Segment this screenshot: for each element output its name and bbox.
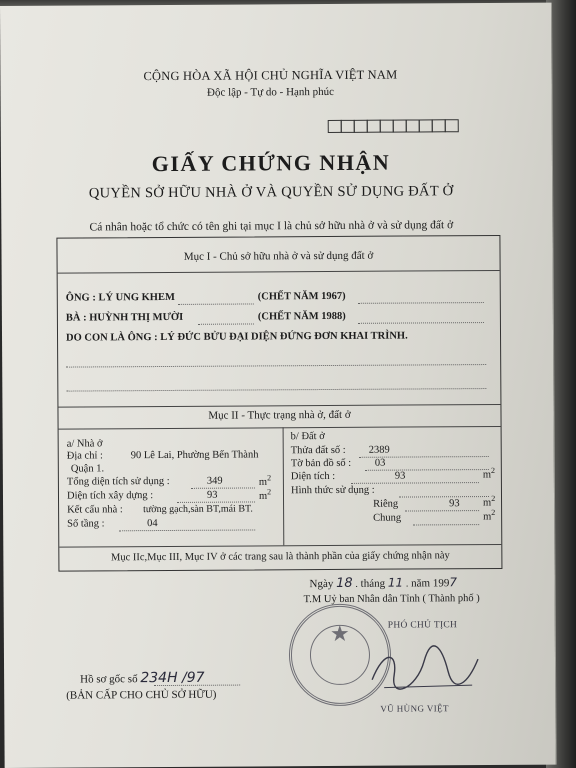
owner1-prefix: ÔNG : [65,292,96,304]
floors-label: Số tầng : [67,518,105,530]
motto: Độc lập - Tự do - Hạnh phúc [206,85,335,99]
total-area-label: Tổng diện tích sử dụng : [66,475,170,488]
dossier-label: Hồ sơ gốc số [80,673,138,686]
floors-dotted-line [119,529,255,531]
build-area-label: Diện tích xây dựng : [66,490,154,502]
blank-line-2 [66,388,486,392]
section2-divider [59,426,501,430]
private-value: 93 [449,498,460,510]
shared-label: Chung [373,512,402,524]
build-area-unit: $m^2$ [258,487,272,502]
land-area-dotted-line [351,482,479,484]
document-subtitle: QUYỀN SỞ HỮU NHÀ Ở VÀ QUYỀN SỬ DỤNG ĐẤT Ở [88,183,454,202]
seal-star-icon: ★ [329,620,350,646]
house-label: a/ Nhà ở [66,438,103,450]
owner1-dotted-line [178,303,254,304]
dossier-value: 234H /97 [140,669,205,687]
parcel-label: Thửa đất số : [290,444,346,457]
blank-line-1 [66,364,486,368]
private-label: Riêng [373,498,399,510]
country-header: CỘNG HÒA XÃ HỘI CHỦ NGHĨA VIỆT NAM [143,67,398,84]
owner2-note-dotted-line [358,322,484,324]
total-area-dotted-line [191,487,255,488]
section2-column-divider [283,427,285,545]
owner1-note: (CHẾT NĂM 1967) [257,290,346,303]
owner2-prefix: BÀ : [65,312,87,324]
address-value: 90 Lê Lai, Phường Bến Thành [130,449,259,462]
build-area-value: 93 [206,489,218,501]
footer-note: Mục IIc,Mục III, Mục IV ở các trang sau là thành phần của giấy chứng nhận này [110,550,450,564]
section2-top-divider [58,404,500,408]
parcel-value: 2389 [368,444,390,456]
dossier-dotted-line [154,685,240,687]
signature [364,639,484,700]
total-area-unit: $m^2$ [258,473,272,488]
structure-value: tường gạch,sàn BT,mái BT. [143,503,253,516]
day-label: Ngày [309,577,334,591]
representative-line: DO CON LÀ ÔNG : LÝ ĐỨC BỬU ĐẠI DIỆN ĐỨNG ĐƠN KHAI TRÌNH. [65,330,408,344]
map-sheet-label: Tờ bản đồ số : [290,457,352,470]
land-area-label: Diện tích : [290,470,336,483]
usage-form-dotted-line [399,496,489,498]
year-label: năm 199 [411,577,450,590]
certificate-page [0,3,557,768]
map-sheet-value: 03 [374,457,386,469]
serial-number-boxes [329,119,459,133]
shared-unit: $m^2$ [483,507,496,523]
structure-label: Kết cấu nhà : [67,504,123,516]
section1-divider [58,270,500,274]
district-value: Quận 1. [70,463,105,475]
intro-text: Cá nhân hoặc tổ chức có tên ghi tại mục I là chủ sở hữu nhà ở và sử dụng đất ở [89,219,454,234]
private-unit: $m^2$ [483,493,496,509]
document-title: GIẤY CHỨNG NHẬN [151,149,391,177]
day-value: 18 [336,575,353,591]
certificate-frame [56,235,502,572]
signer-name: VŨ HÙNG VIỆT [380,703,449,714]
land-area-value: 93 [394,470,406,482]
usage-form-label: Hình thức sử dụng : [290,484,375,497]
total-area-value: 349 [206,475,223,487]
owner2-note: (CHẾT NĂM 1988) [257,310,346,323]
shared-dotted-line [413,524,479,525]
private-dotted-line [405,510,479,511]
owner1-note-dotted-line [358,302,484,304]
copy-note: (BẢN CẤP CHO CHỦ SỞ HỮU) [66,688,217,702]
owner1-row [66,292,175,304]
land-area-unit: $m^2$ [482,465,496,481]
land-label: b/ Đất ở [290,431,325,443]
floors-value: 04 [147,518,158,530]
section1-heading: Mục I - Chủ sở hữu nhà ở và sử dụng đất ở [183,249,374,263]
owner1-name: LÝ UNG KHEM [98,291,175,304]
footer-note-divider [59,544,501,548]
owner2-row [66,312,183,324]
signer-position: PHÓ CHỦ TỊCH [387,620,458,631]
issue-date: Ngày 18 . tháng 11 . năm 1997 [309,575,458,591]
address-label: Địa chỉ : [66,450,103,462]
section2-heading: Mục II - Thực trạng nhà ở, đất ở [208,408,351,422]
month-label: tháng [360,577,386,590]
year-value: 7 [449,575,458,590]
month-value: 11 [387,575,404,590]
owner2-dotted-line [198,323,254,324]
owner2-name: HUỲNH THỊ MƯỜI [89,311,184,324]
issuing-authority: T.M Uỷ ban Nhân dân Tỉnh ( Thành phố ) [303,593,480,606]
map-sheet-dotted-line [365,469,489,471]
